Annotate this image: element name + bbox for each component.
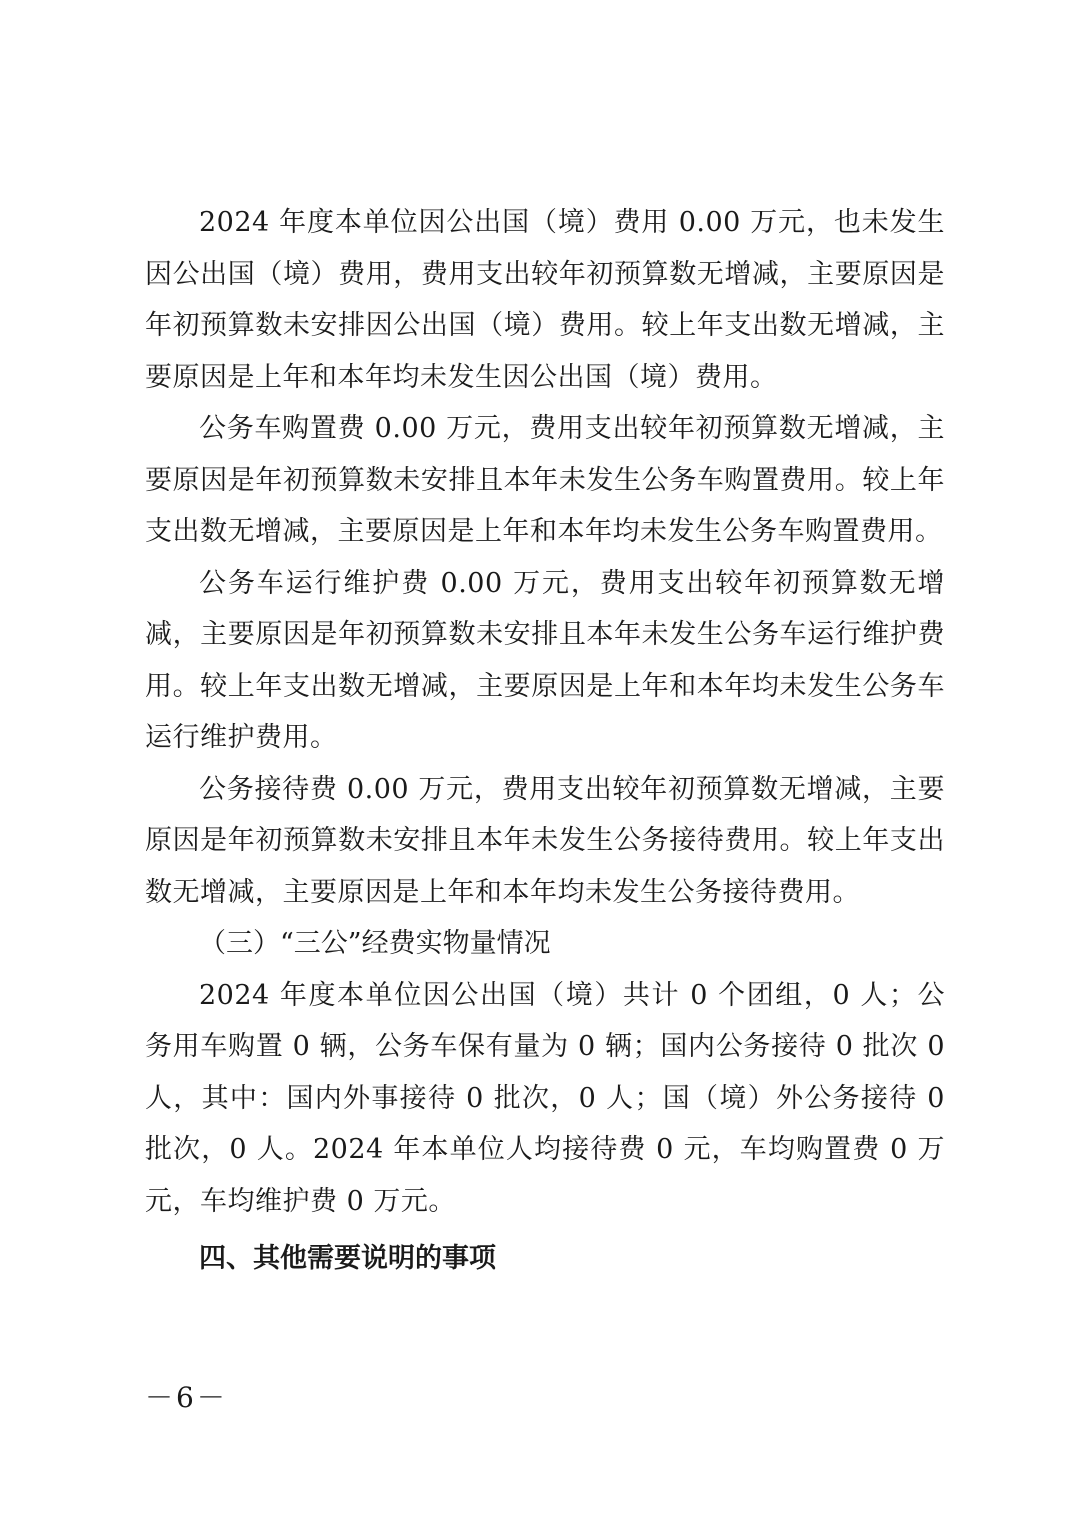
paragraph-vehicle-purchase: 公务车购置费 0.00 万元，费用支出较年初预算数无增减，主要原因是年初预算数未安排且本年未发生公务车购置费用。较上年支出数无增减，主要原因是上年和本年均未发生公务车购置费用。 (145, 413, 945, 547)
paragraph-overseas-travel: 2024 年度本单位因公出国（境）费用 0.00 万元，也未发生因公出国（境）费用，费用支出较年初预算数无增减，主要原因是年初预算数未安排因公出国（境）费用。较上年支出数无增减，主要原因是上年和本年均未发生因公出国（境）费用。 (145, 207, 945, 393)
paragraph-physical-quantity: 2024 年度本单位因公出国（境）共计 0 个团组，0 人；公务用车购置 0 辆，公务车保有量为 0 辆；国内公务接待 0 批次 0 人，其中：国内外事接待 0 批次，0 人；国（境）外公务接待 0 批次，0 人。2024 年本单位人均接待费 0 元，车均购置费 0 万元，车均维护费 0 万元。 (145, 979, 945, 1217)
document-body (145, 197, 945, 1285)
paragraph-vehicle-maintenance: 公务车运行维护费 0.00 万元，费用支出较年初预算数无增减，主要原因是年初预算数未安排且本年未发生公务车运行维护费用。较上年支出数无增减，主要原因是上年和本年均未发生公务车运行维护费用。 (145, 567, 945, 753)
section-heading-other-matters: 四、其他需要说明的事项 (199, 1243, 496, 1274)
subheading-physical-quantity: （三）“三公”经费实物量情况 (199, 928, 551, 959)
page-number: －6－ (145, 1381, 228, 1414)
paragraph-official-reception: 公务接待费 0.00 万元，费用支出较年初预算数无增减，主要原因是年初预算数未安排且本年未发生公务接待费用。较上年支出数无增减，主要原因是上年和本年均未发生公务接待费用。 (145, 773, 945, 908)
